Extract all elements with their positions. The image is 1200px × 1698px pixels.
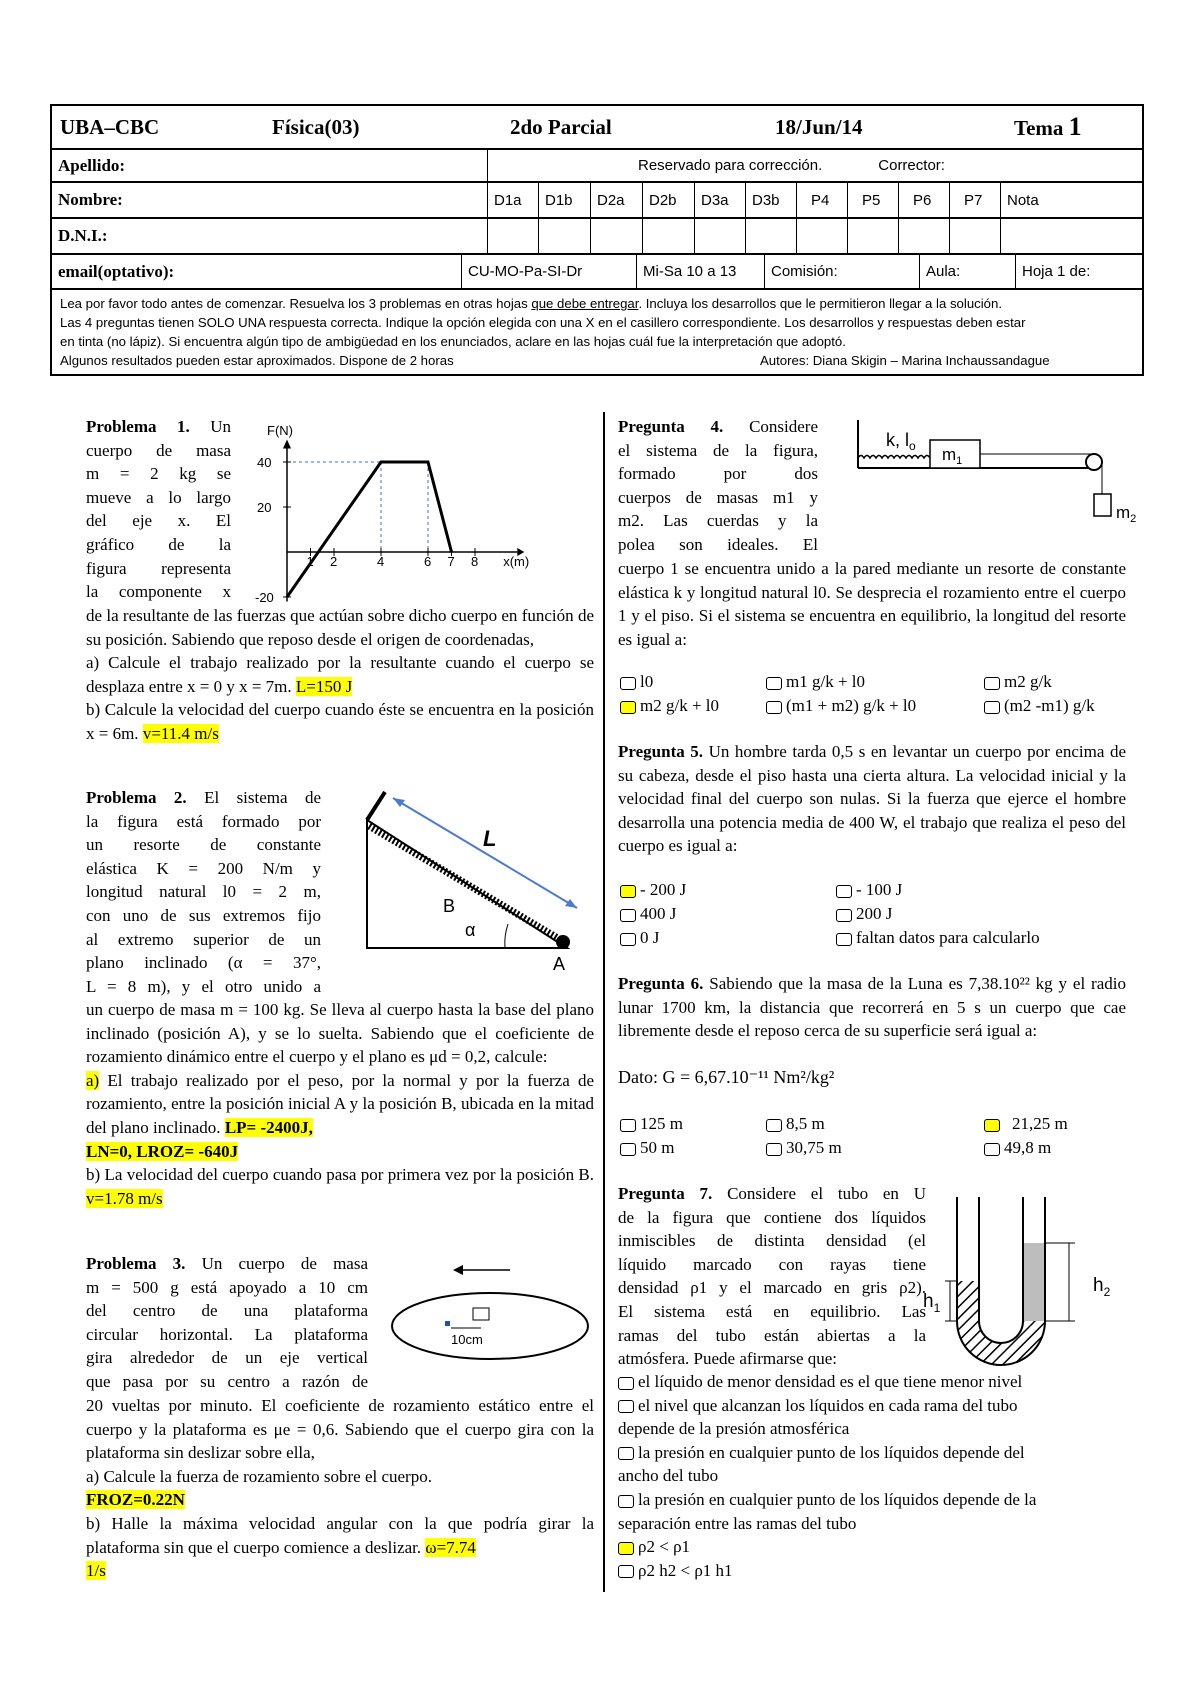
arrow-head (565, 899, 577, 908)
aula-field[interactable]: Aula: (920, 255, 1016, 288)
force-series-line (287, 462, 452, 597)
text-line: m = 2 kg se (86, 464, 231, 484)
x-tick-label: 2 (330, 554, 338, 569)
grade-col-d2a: D2a (591, 183, 643, 217)
checkbox[interactable] (836, 885, 852, 898)
problem-1-body (86, 604, 594, 746)
problem-2-title: Problema 2. (86, 788, 187, 807)
h2-sub: 2 (1103, 1285, 1111, 1299)
x-tick-label: 7 (447, 554, 455, 569)
problem-2-part-a-cont (86, 1140, 594, 1164)
label-B: B (443, 896, 456, 916)
q7-option-cont: depende de la presión atmosférica (618, 1419, 850, 1439)
h-label: h (923, 1291, 934, 1312)
text-line: la componente x (86, 582, 231, 602)
text-line: la figura está formado por (86, 811, 321, 831)
x-tick-label: 4 (377, 554, 385, 569)
q7-option[interactable] (618, 1370, 1138, 1394)
grade-box[interactable] (1001, 219, 1142, 253)
q6-option[interactable] (984, 1114, 1068, 1134)
part-a-text: a) Calcule la fuerza de rozamiento sobre el cuerpo. (86, 1466, 432, 1486)
option-text: 49,8 m (1004, 1138, 1052, 1157)
sede-codes: CU-MO-Pa-SI-Dr (462, 255, 637, 288)
text-line: cuerpo de masa (86, 440, 231, 460)
checkbox[interactable] (620, 677, 636, 690)
k-label: k, l (886, 430, 910, 450)
answer-highlight: LN=0, LROZ= -640J (86, 1141, 239, 1161)
instruction-underline: que debe entregar (531, 296, 639, 311)
text-line: cuerpos de masas m1 y (618, 487, 818, 507)
answer-highlight: FROZ=0.22N (86, 1490, 185, 1510)
problem-3-text: 20 vueltas por minuto. El coeficiente de rozamiento estático entre el cuerpo y la plataforma es μe = 0,6. Sabiendo que el cuerpo gira con la plataforma sin deslizar sobre ella, (86, 1396, 594, 1463)
grade-col-d3a: D3a (695, 183, 746, 217)
header-table (50, 104, 1144, 376)
option-text: (m2 -m1) g/k (1004, 696, 1095, 715)
text-line: plano inclinado (α = 37°, (86, 953, 321, 973)
part-b-text: b) La velocidad del cuerpo cuando pasa por primera vez por la posición B. (86, 1165, 594, 1185)
part-a-text: El trabajo realizado por el peso, por la normal y por la fuerza de rozamiento, entre la posición inicial A y la posición B, ubicada en la mitad del plano inclinado. (86, 1070, 594, 1137)
text-line: m2. Las cuerdas y la (618, 511, 818, 531)
q7-option[interactable] (618, 1488, 1138, 1512)
question-6-title: Pregunta 6. (618, 974, 704, 993)
answer-highlight: a) (86, 1070, 100, 1090)
text-line: figura representa (86, 558, 231, 578)
instructions (52, 290, 1142, 374)
question-6-dato: Dato: G = 6,67.10⁻¹¹ Nm²/kg² (618, 1067, 835, 1087)
text-line: con uno de sus extremos fijo (86, 905, 321, 925)
authors: Autores: Diana Skigin – Marina Inchaussandague (760, 353, 1050, 368)
text: Sabiendo que la masa de la Luna es 7,38.10²² kg y el radio lunar 1700 km, la distancia que recorrerá en 5 s un cuerpo que cae libremente desde el reposo cerca de su superficie será igual a: (618, 974, 1126, 1041)
option-text: 400 J (640, 904, 677, 923)
question-4-intro (618, 415, 818, 557)
text-line: circular horizontal. La plataforma (86, 1324, 368, 1344)
grade-col-d2b: D2b (643, 183, 695, 217)
arrow-head (453, 1265, 463, 1275)
grade-col-d1a: D1a (488, 183, 539, 217)
m2-label (1116, 503, 1136, 525)
checkbox[interactable] (618, 1495, 634, 1508)
option-text: 0 J (640, 928, 660, 947)
problem-2-text: un cuerpo de masa m = 100 kg. Se lleva al cuerpo hasta la base del plano inclinado (posición A), y se lo suelta. Sabiendo que el coeficiente de rozamiento dinámico entre el cuerpo y el plano es μd = 0,2, calcule: (86, 1000, 594, 1067)
grade-col-p5: P5 (848, 183, 899, 217)
m1-sub: 1 (956, 455, 963, 467)
angle-arc (505, 924, 508, 948)
text-line: m = 500 g está apoyado a 10 cm (86, 1277, 368, 1297)
instruction-line (60, 294, 1134, 313)
problem-3-body (86, 1394, 594, 1583)
x-tick-label: 1 (306, 554, 314, 569)
q6-option[interactable] (766, 1138, 842, 1158)
option-text: - 200 J (640, 880, 687, 899)
question-6-body (618, 972, 1126, 1043)
text: Un cuerpo de masa (201, 1254, 368, 1273)
corrector-label: Corrector: (878, 157, 945, 174)
problem-3-part-b-cont (86, 1559, 594, 1583)
text-line: del eje x. El (86, 511, 231, 531)
institution: UBA–CBC (60, 114, 160, 139)
option-text: ρ2 < ρ1 (638, 1537, 691, 1557)
q6-option[interactable] (766, 1114, 825, 1134)
answer-highlight: v=11.4 m/s (142, 723, 219, 743)
option-text: el líquido de menor densidad es el que tiene menor nivel (638, 1372, 1023, 1391)
instruction-line: en tinta (no lápiz). Si encuentra algún tipo de ambigüedad en los enunciados, aclare en las hojas cuál fue la interpretación que adoptó. (60, 334, 846, 349)
distance-label: 10cm (451, 1332, 483, 1347)
body-block (473, 1308, 489, 1320)
q6-option[interactable] (620, 1138, 674, 1158)
text: El sistema de (204, 788, 321, 807)
text-line: gira alrededor de un eje vertical (86, 1348, 368, 1368)
q5-option[interactable] (620, 880, 686, 900)
incline-figure (355, 790, 590, 975)
grade-col-p6: P6 (899, 183, 950, 217)
m-label: m (1116, 503, 1131, 522)
text: Un hombre tarda 0,5 s en levantar un cuerpo por encima de su cabeza, desde el piso hasta una cierta altura. La velocidad inicial y la velocidad final del cuerpo son nulas. Si la fuerza que ejerce el hombre desarrolla una potencia media de 400 W, el trabajo que realiza el peso del cuerpo es igual a: (618, 742, 1126, 856)
force-position-chart (255, 423, 595, 605)
checkbox-selected[interactable] (620, 701, 636, 714)
problem-2-body (86, 998, 594, 1210)
answer-highlight: 1/s (86, 1561, 106, 1581)
q7-option[interactable] (618, 1441, 1138, 1465)
option-text: (m1 + m2) g/k + l0 (786, 696, 917, 715)
wall-mount (367, 792, 385, 820)
part-b-text: b) Halle la máxima velocidad angular con la que podría girar la plataforma sin que el cuerpo comience a deslizar. (86, 1513, 594, 1557)
grade-box[interactable] (488, 219, 539, 253)
q7-option[interactable] (618, 1535, 1138, 1559)
option-text: m2 g/k + l0 (640, 696, 720, 715)
liquid-gray (1023, 1243, 1045, 1321)
option-text: la presión en cualquier punto de los líquidos depende de la (638, 1489, 1037, 1509)
text-line: ramas del tubo están abiertas a la (618, 1325, 926, 1345)
arrow-head (393, 798, 405, 807)
q4-option[interactable] (766, 696, 916, 716)
instruction-text: Algunos resultados pueden estar aproximados. Dispone de 2 horas (60, 353, 454, 368)
comision-field[interactable]: Comisión: (765, 255, 920, 288)
spring-label (886, 430, 916, 453)
text-line: mueve a lo largo (86, 487, 231, 507)
checkbox-selected[interactable] (618, 1542, 634, 1555)
checkbox[interactable] (618, 1447, 634, 1460)
problem-2-intro (86, 786, 321, 998)
text-line: elástica K = 200 N/m y (86, 858, 321, 878)
q7-option-cont: separación entre las ramas del tubo (618, 1513, 857, 1533)
text-line: al extremo superior de un (86, 929, 321, 949)
dni-row (52, 219, 1142, 255)
grade-col-d1b: D1b (539, 183, 591, 217)
option-text: ρ2 h2 < ρ1 h1 (638, 1560, 733, 1580)
problem-1-title: Problema 1. (86, 417, 190, 436)
m-label: m (942, 445, 957, 464)
apellido-row (52, 150, 1142, 183)
y-axis-arrow (283, 440, 291, 449)
text-line: el sistema de la figura, (618, 440, 818, 460)
question-4-title: Pregunta 4. (618, 417, 724, 436)
text-line: El sistema está en equilibrio. Las (618, 1301, 926, 1321)
checkbox[interactable] (766, 1119, 782, 1132)
checkbox[interactable] (766, 677, 782, 690)
pulley-figure (850, 418, 1150, 533)
option-text: l0 (640, 672, 654, 691)
problem-3-part-a (86, 1465, 594, 1489)
x-tick-label: 6 (424, 554, 432, 569)
grade-box[interactable] (848, 219, 899, 253)
text-line: L = 8 m), y el otro unido a (86, 976, 321, 996)
instruction-line: Las 4 preguntas tienen SOLO UNA respuesta correcta. Indique la opción elegida con una X en el casillero correspondiente. Los desarrollos y respuestas deben estar (60, 315, 1026, 330)
checkbox[interactable] (984, 677, 1000, 690)
title-row (52, 106, 1142, 150)
grade-box[interactable] (797, 219, 848, 253)
m2-sub: 2 (1130, 513, 1137, 525)
text: Considere (749, 417, 818, 436)
label-alpha: α (465, 920, 476, 940)
q7-option[interactable] (618, 1559, 1138, 1583)
text-line: del centro de una plataforma (86, 1301, 368, 1321)
checkbox[interactable] (766, 1143, 782, 1156)
checkbox[interactable] (618, 1565, 634, 1578)
text: Considere el tubo en U (727, 1184, 926, 1203)
problem-1-part-a (86, 651, 594, 698)
checkbox[interactable] (984, 701, 1000, 714)
problem-1-part-b (86, 698, 594, 745)
horario: Mi-Sa 10 a 13 (637, 255, 765, 288)
checkbox[interactable] (620, 1143, 636, 1156)
tema-label (1014, 112, 1082, 142)
text-line: longitud natural l0 = 2 m, (86, 882, 321, 902)
option-text: m2 g/k (1004, 672, 1052, 691)
problem-1-intro (86, 415, 231, 604)
option-text: 200 J (856, 904, 893, 923)
label-L: L (483, 826, 497, 851)
checkbox[interactable] (836, 909, 852, 922)
question-7-intro (618, 1182, 926, 1371)
tube-inner (979, 1197, 1023, 1343)
spring (858, 456, 930, 459)
option-text: faltan datos para calcularlo (856, 928, 1040, 947)
q5-option[interactable] (836, 904, 892, 924)
text-line: polea son ideales. El (618, 534, 818, 554)
text-line (86, 415, 231, 439)
grade-box[interactable] (746, 219, 797, 253)
text-line: atmósfera. Puede afirmarse que: (618, 1349, 838, 1369)
q5-option[interactable] (620, 928, 659, 948)
x-axis-label: x(m) (503, 554, 530, 569)
answer-highlight: L=150 J (295, 676, 353, 696)
platform (392, 1293, 588, 1359)
q5-option[interactable] (620, 904, 676, 924)
pulley (1086, 454, 1102, 470)
grade-box[interactable] (950, 219, 1001, 253)
grade-box[interactable] (591, 219, 643, 253)
problem-3-part-a-answer (86, 1488, 594, 1512)
question-5-title: Pregunta 5. (618, 742, 704, 761)
question-7-title: Pregunta 7. (618, 1184, 713, 1203)
label-A: A (553, 954, 566, 974)
text-line: que pasa por su centro a razón de (86, 1371, 368, 1391)
text-line: inmiscibles de distinta densidad (el (618, 1231, 926, 1251)
problem-2-part-b (86, 1163, 594, 1210)
text-line (86, 786, 321, 810)
exam-date: 18/Jun/14 (775, 114, 863, 139)
grade-col-p4: P4 (797, 183, 848, 217)
option-text: 21,25 m (1012, 1114, 1068, 1133)
checkbox[interactable] (836, 933, 852, 946)
grade-col-nota: Nota (1007, 191, 1039, 209)
text-line: densidad ρ1 y el marcado en gris ρ2). (618, 1278, 926, 1298)
subject: Física(03) (272, 114, 360, 139)
grade-box[interactable] (539, 219, 591, 253)
grade-col-p7: P7 (950, 183, 1001, 217)
answer-highlight: v=1.78 m/s (86, 1188, 163, 1208)
checkbox[interactable] (766, 701, 782, 714)
q6-option[interactable] (984, 1138, 1051, 1158)
exam-name: 2do Parcial (510, 114, 612, 139)
text-line: de la figura que contiene dos líquidos (618, 1207, 926, 1227)
checkbox[interactable] (984, 1143, 1000, 1156)
problem-3-title: Problema 3. (86, 1254, 186, 1273)
q6-option[interactable] (620, 1114, 683, 1134)
text-line (86, 1252, 368, 1276)
x-tick-label: 8 (471, 554, 479, 569)
q4-option[interactable] (620, 672, 653, 692)
l0-sub: o (909, 439, 916, 453)
checkbox[interactable] (620, 1119, 636, 1132)
text: Un (210, 417, 231, 436)
q5-option[interactable] (836, 928, 1040, 948)
problem-3-intro (86, 1252, 368, 1394)
question-4-body: cuerpo 1 se encuentra unido a la pared mediante un resorte de constante elástica k y longitud natural l0. Se desprecia el rozamiento entre el cuerpo 1 y el piso. Si el sistema se encuentra en equilibrio, la longitud del resorte es igual a: (618, 559, 1126, 649)
checkbox[interactable] (618, 1377, 634, 1390)
platform-figure (385, 1258, 595, 1363)
q5-option[interactable] (836, 880, 902, 900)
h2-label (1093, 1275, 1111, 1299)
instruction-text: . Incluya los desarrollos que le permitieron llegar a la solución. (638, 296, 1003, 311)
option-text: 50 m (640, 1138, 675, 1157)
text-line (618, 1182, 926, 1206)
instruction-line (60, 351, 1134, 370)
option-text: la presión en cualquier punto de los líquidos depende del (638, 1442, 1025, 1462)
checkbox-selected[interactable] (984, 1119, 1000, 1132)
q4-option[interactable] (620, 696, 719, 716)
h1-label (923, 1291, 941, 1315)
q4-option[interactable] (984, 672, 1052, 692)
tema-number: 1 (1068, 112, 1082, 141)
y-tick-label: 40 (257, 455, 272, 470)
problem-3-part-b (86, 1512, 594, 1559)
column-divider (603, 412, 605, 1592)
grade-col-d3b: D3b (746, 183, 797, 217)
reserved-label (488, 150, 1142, 181)
q4-option[interactable] (766, 672, 865, 692)
center-mark (445, 1321, 450, 1326)
nombre-label: Nombre: (52, 183, 488, 217)
q7-option-cont: ancho del tubo (618, 1466, 719, 1486)
q4-option[interactable] (984, 696, 1095, 716)
text-line: gráfico de la (86, 534, 231, 554)
text-line (618, 415, 818, 439)
instruction-text: Lea por favor todo antes de comenzar. Resuelva los 3 problemas en otras hojas (60, 296, 532, 311)
grade-box[interactable] (899, 219, 950, 253)
dni-label: D.N.I.: (52, 219, 488, 253)
answer-highlight: ω=7.74 (425, 1537, 476, 1557)
u-tube-figure (923, 1195, 1145, 1385)
h1-sub: 1 (933, 1301, 941, 1315)
block-a (556, 935, 570, 949)
nombre-row (52, 183, 1142, 219)
option-text: el nivel que alcanzan los líquidos en cada rama del tubo (638, 1395, 1018, 1415)
y-tick-label: -20 (255, 590, 274, 605)
grade-box[interactable] (643, 219, 695, 253)
text-line: líquido marcado con rayas tiene (618, 1254, 926, 1274)
h-label: h (1093, 1275, 1104, 1296)
problem-2-part-a (86, 1069, 594, 1140)
mass-m2 (1094, 494, 1111, 516)
option-text: 30,75 m (786, 1138, 842, 1157)
question-7-options (618, 1370, 1138, 1582)
tema-text: Tema (1014, 116, 1064, 140)
text-line: formado por dos (618, 464, 818, 484)
option-text: 125 m (640, 1114, 683, 1133)
email-label: email(optativo): (52, 255, 462, 288)
option-text: 8,5 m (786, 1114, 825, 1133)
answer-highlight: LP= -2400J, (224, 1117, 313, 1137)
email-row (52, 255, 1142, 290)
reserved-text: Reservado para corrección. (638, 157, 823, 174)
apellido-label: Apellido: (52, 150, 488, 181)
y-tick-label: 20 (257, 500, 272, 515)
option-text: - 100 J (856, 880, 903, 899)
question-5-body (618, 740, 1126, 858)
checkbox[interactable] (620, 933, 636, 946)
grade-box[interactable] (695, 219, 746, 253)
text-line: un resorte de constante (86, 835, 321, 855)
y-axis-label: F(N) (267, 423, 293, 438)
option-text: m1 g/k + l0 (786, 672, 866, 691)
part-b-text: b) Calcule la velocidad del cuerpo cuando éste se encuentra en la posición x = 6m. (86, 700, 594, 743)
q7-option[interactable] (618, 1394, 1138, 1418)
part-a-text: a) Calcule el trabajo realizado por la resultante cuando el cuerpo se desplaza entre x = 0 y x = 7m. (86, 653, 594, 696)
problem-1-text: de la resultante de las fuerzas que actúan sobre dicho cuerpo en función de su posición. Sabiendo que reposo desde el origen de coordenadas, (86, 606, 594, 649)
checkbox-selected[interactable] (620, 885, 636, 898)
hoja-field[interactable]: Hoja 1 de: (1022, 263, 1091, 280)
checkbox[interactable] (620, 909, 636, 922)
checkbox[interactable] (618, 1400, 634, 1413)
